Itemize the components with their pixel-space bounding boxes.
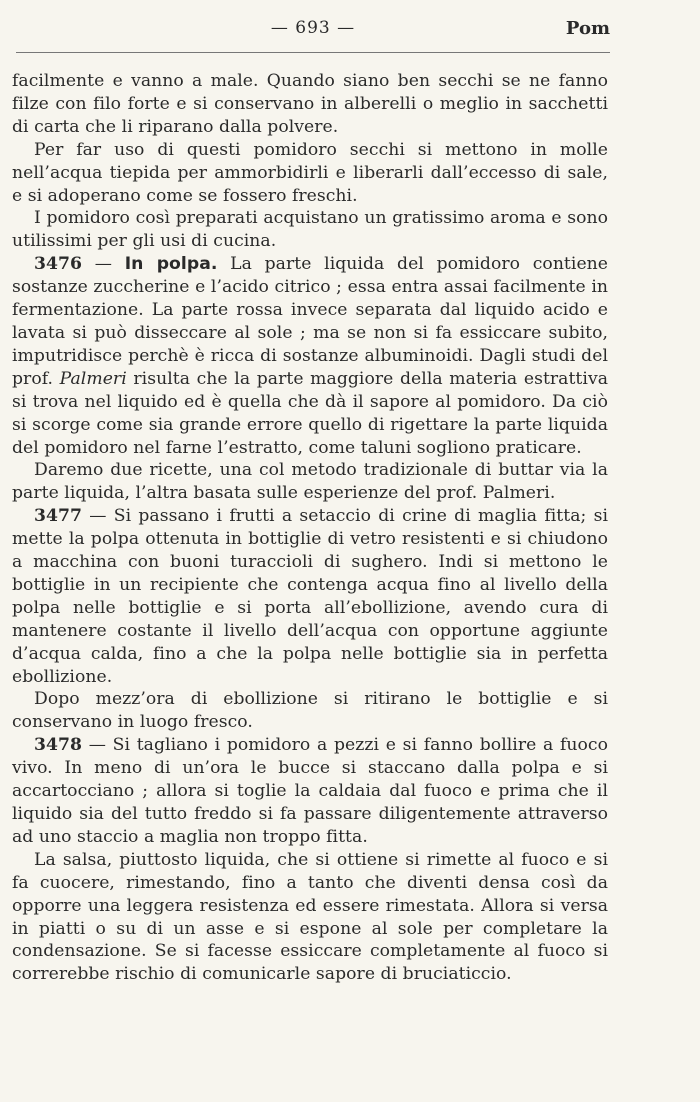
recipe-text: — Si passano i frutti a setaccio di crine di maglia fitta; si mette la polpa ottenuta in bottiglie di vetro resistenti e si chiudono a macchina con buoni turaccioli di sughero. Indi si mettono le bottiglie in un recipiente che contenga acqua fino al livello della polpa nelle bottiglie e si porta all’ebollizione, avendo cura di mantenere costante il livello dell’acqua con opportune aggiunte d’acqua calda, fino a che la polpa nelle bottiglie sia in perfetta ebollizione. [12,506,608,687]
body-text [12,70,608,986]
page-header [16,18,610,46]
recipe-number: 3478 [34,735,83,756]
recipe-3478 [12,734,608,849]
paragraph-sauce: La salsa, piuttosto liquida, che si ottiene si rimette al fuoco e si fa cuocere, rimestando, fino a tanto che diventi densa così da opporre una leggera resistenza ed essere rimestata. Allora si versa in piatti o su di un asse e si espone al sole per completare la condensazione. Se si facesse essiccare completamente al fuoco si correrebbe rischio di comunicarle sapore di bruciaticcio. [12,849,608,985]
recipe-dash: — [82,254,125,275]
page-number: — 693 — [270,18,356,38]
recipe-heading: In polpa. [124,254,218,275]
paragraph-two-recipes: Daremo due ricette, una col metodo tradizionale di buttar via la parte liquida, l’altra basata sulle esperienze del prof. Palmeri. [12,460,608,504]
running-head: Pom [565,18,610,39]
recipe-text: — Si tagliano i pomidoro a pezzi e si fanno bollire a fuoco vivo. In meno di un’ora le bucce si staccano dalla polpa e si accartocciano ; allora si toglie la caldaia dal fuoco e prima che il liquido sia del tutto freddo si fa passare diligentemente attraverso ad uno staccio a maglia non troppo fitta. [12,735,608,847]
recipe-3477 [12,505,608,688]
paragraph-boiling: Dopo mezz’ora di ebollizione si ritirano le bottiglie e si conservano in luogo fresco. [12,689,608,733]
header-rule [16,52,610,53]
recipe-text-b: risulta che la parte maggiore della materia estrattiva si trova nel liquido ed è quella che dà il sapore al pomidoro. Da ciò si scorge come sia grande errore quello di rigettare la parte liquida del pomidoro nel farne l’estratto, come taluni sogliono praticare. [12,368,608,458]
paragraph-aroma: I pomidoro così preparati acquistano un gratissimo aroma e sono utilissimi per gli usi di cucina. [12,208,608,252]
recipe-text-a: La parte liquida del pomidoro contiene sostanze zuccherine e l’acido citrico ; essa entra assai facilmente in fermentazione. La parte rossa invece separata dal liquido acido e lavata si può disseccare al sole ; ma se non si fa essiccare subito, imputridisce perchè è ricca di sostanze albuminoidi. Dagli studi del prof. [12,254,609,389]
recipe-number: 3477 [34,506,83,527]
author-name: Palmeri [59,368,127,389]
recipe-number: 3476 [34,254,83,275]
paragraph-dried-tomatoes-use: Per far uso di questi pomidoro secchi si mettono in molle nell’acqua tiepida per ammorbidirli e liberarli dall’eccesso di sale, e si adoperano come se fossero freschi. [12,139,608,206]
recipe-3476 [12,253,608,459]
paragraph-continuation: facilmente e vanno a male. Quando siano ben secchi se ne fanno filze con filo forte e si conservano in alberelli o meglio in sacchetti di carta che li riparano dalla polvere. [12,71,608,137]
